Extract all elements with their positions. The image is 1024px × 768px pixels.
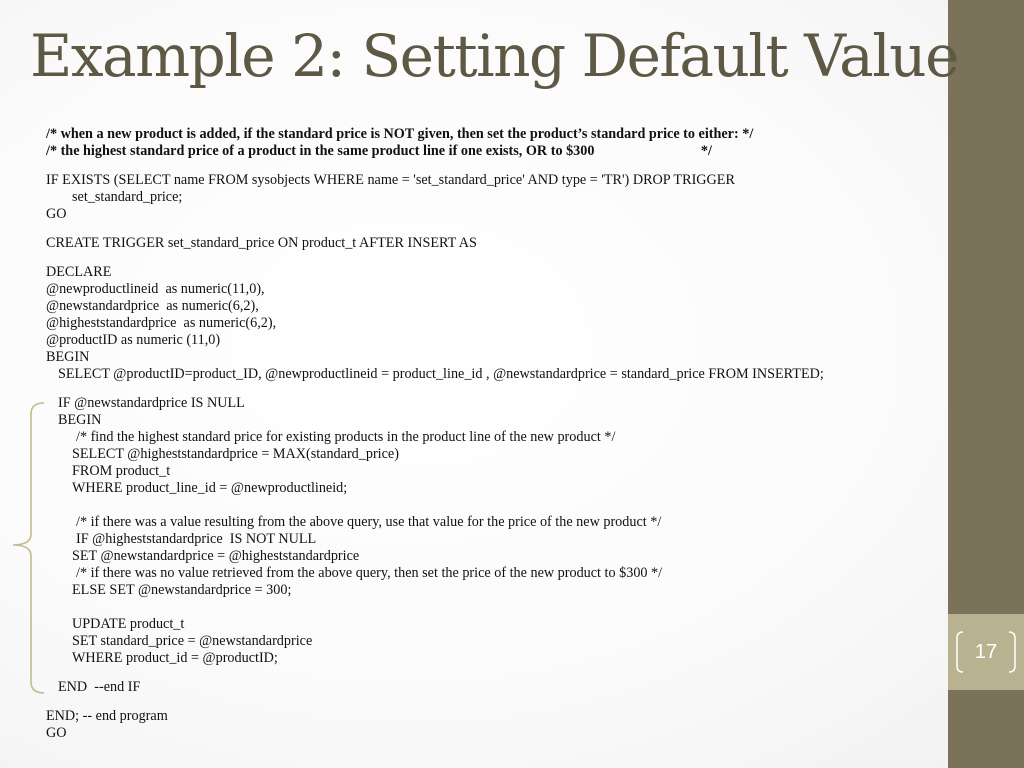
end-if-line: END --end IF <box>58 679 141 695</box>
comment-none-line: /* if there was no value retrieved from the above query, then set the price of the new product to $300 */ <box>76 565 663 581</box>
select-max-line: SELECT @higheststandardprice = MAX(standard_price) <box>72 446 399 462</box>
if-null-line: IF @newstandardprice IS NULL <box>58 395 245 411</box>
declare-line: DECLARE <box>46 264 112 280</box>
update-line: UPDATE product_t <box>72 616 185 632</box>
comment-line-2: /* the highest standard price of a product in the same product line if one exists, OR to $300 */ <box>46 143 712 159</box>
code-listing <box>46 126 936 742</box>
comment-line-1: /* when a new product is added, if the standard price is NOT given, then set the product’s standard price to either: */ <box>46 126 754 142</box>
comment-find-line: /* find the highest standard price for existing products in the product line of the new product */ <box>76 429 616 445</box>
if-begin-line: BEGIN <box>58 412 102 428</box>
create-trigger-line: CREATE TRIGGER set_standard_price ON product_t AFTER INSERT AS <box>46 235 477 251</box>
set-highest-line: SET @newstandardprice = @higheststandardprice <box>72 548 360 564</box>
where-line: WHERE product_line_id = @newproductlineid; <box>72 480 348 496</box>
curly-brace-icon <box>10 400 50 696</box>
drop-trigger-name: set_standard_price; <box>72 189 183 205</box>
declare-var-line: @newproductlineid as numeric(11,0), <box>46 281 265 297</box>
else-set-line: ELSE SET @newstandardprice = 300; <box>72 582 292 598</box>
if-not-null-line: IF @higheststandardprice IS NOT NULL <box>76 531 317 547</box>
slide-title: Example 2: Setting Default Value <box>30 22 958 90</box>
comment-value-line: /* if there was a value resulting from the above query, use that value for the price of the new product */ <box>76 514 662 530</box>
where-id-line: WHERE product_id = @productID; <box>72 650 278 666</box>
page-number-box <box>948 614 1024 690</box>
from-line: FROM product_t <box>72 463 171 479</box>
final-go-line: GO <box>46 725 67 741</box>
end-program-line: END; -- end program <box>46 708 168 724</box>
declare-var-line: @newstandardprice as numeric(6,2), <box>46 298 259 314</box>
declare-var-line: @productID as numeric (11,0) <box>46 332 221 348</box>
page-number: 17 <box>974 641 998 663</box>
begin-line: BEGIN <box>46 349 90 365</box>
drop-trigger-line: IF EXISTS (SELECT name FROM sysobjects WHERE name = 'set_standard_price' AND type = 'TR') DROP TRIGGER <box>46 172 735 188</box>
go-line: GO <box>46 206 67 222</box>
select-inserted-line: SELECT @productID=product_ID, @newproductlineid = product_line_id , @newstandardprice = standard_price FROM INSERTED; <box>58 366 824 382</box>
set-price-line: SET standard_price = @newstandardprice <box>72 633 313 649</box>
declare-var-line: @higheststandardprice as numeric(6,2), <box>46 315 277 331</box>
